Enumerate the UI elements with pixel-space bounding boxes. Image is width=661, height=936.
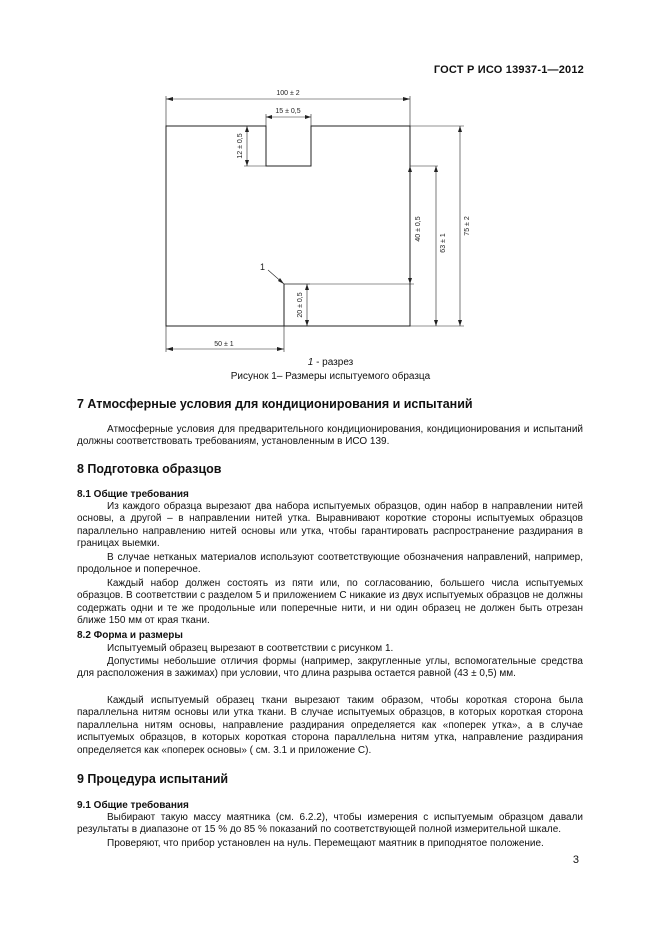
right-inner-label: 40 ± 0,5	[415, 216, 422, 242]
section-8-paragraph-1: Из каждого образца вырезают два набора испытуемых образцов, один набор в направлении нитей основы, а другой – в направлении нитей утка. Выравнивают короткие стороны испытуемых образцов параллельно направлению нитей основы или утка, чтобы гарантировать распространение раздирания в границах выемки.	[77, 501, 583, 550]
specimen-outline	[166, 126, 410, 326]
legend-number: 1	[307, 357, 314, 368]
section-9-1-title: 9.1 Общие требования	[77, 800, 189, 811]
page-number: 3	[572, 854, 579, 866]
figure-legend	[0, 357, 661, 368]
right-outer-label: 75 ± 2	[464, 216, 471, 236]
section-8-paragraph-6: Каждый испытуемый образец ткани вырезают таким образом, чтобы короткая сторона была параллельна нитям основы или утка ткани. В случае испытуемых образцов, в которых короткая сторона параллельна нитям основы, направление раздирания определяется как «поперек утка», а в случае испытуемых образцов, в которых короткая сторона параллельна нитям утка, направление раздирания определяется как «поперек основы» ( см. 3.1 и приложение С).	[77, 695, 583, 756]
section-8-2-title: 8.2 Форма и размеры	[77, 630, 183, 641]
figure-caption: Рисунок 1– Размеры испытуемого образца	[230, 371, 431, 382]
bottom-width-label: 50 ± 1	[214, 341, 234, 348]
section-8-title: 8 Подготовка образцов	[77, 462, 222, 476]
section-9-paragraph-2: Проверяют, что прибор установлен на нуль. Перемещают маятник в приподнятое положение.	[107, 838, 544, 849]
section-7-title: 7 Атмосферные условия для кондиционирования и испытаний	[77, 397, 473, 411]
section-7-paragraph: Атмосферные условия для предварительного кондиционирования, кондиционирования и испытаний должны соответствовать требованиям, установленным в ИСО 139.	[77, 424, 583, 448]
legend-text: - разрез	[316, 357, 354, 368]
top-width-label: 100 ± 2	[276, 90, 300, 97]
notch-depth-label: 12 ± 0,5	[237, 133, 244, 159]
document-header: ГОСТ Р ИСО 13937-1—2012	[433, 64, 584, 76]
right-mid-label: 63 ± 1	[440, 233, 447, 253]
section-9-paragraph-1: Выбирают такую массу маятника (см. 6.2.2), чтобы измерения с испытуемым образцом давали результаты в диапазоне от 15 % до 85 % показаний по соответствующей полной измерительной шкале.	[77, 812, 583, 836]
section-8-paragraph-2: В случае нетканых материалов используют соответствующие обозначения направлений, например, продольное и поперечное.	[77, 552, 583, 576]
notch-width-label: 15 ± 0,5	[275, 108, 301, 115]
section-8-1-title: 8.1 Общие требования	[77, 489, 189, 500]
section-8-paragraph-5: Допустимы небольшие отличия формы (например, закругленные углы, вспомогательные средства для расположения в зажимах) при условии, что длина разрыва остается равной (43 ± 0,5) мм.	[77, 656, 583, 680]
section-8-paragraph-4: Испытуемый образец вырезают в соответствии с рисунком 1.	[107, 643, 394, 654]
cut-height-label: 20 ± 0,5	[297, 292, 304, 318]
section-9-title: 9 Процедура испытаний	[77, 772, 229, 786]
specimen-figure	[0, 82, 661, 382]
cut-marker-label: 1	[260, 262, 266, 272]
section-8-paragraph-3: Каждый набор должен состоять из пяти или, по согласованию, большего числа испытуемых образцов. В соответствии с разделом 5 и приложением С никакие из двух испытуемых образцов не должны содержать одни и те же продольные или поперечные нити, и ни один образец не должен быть отрезан ближе 150 мм от края ткани.	[77, 578, 583, 627]
